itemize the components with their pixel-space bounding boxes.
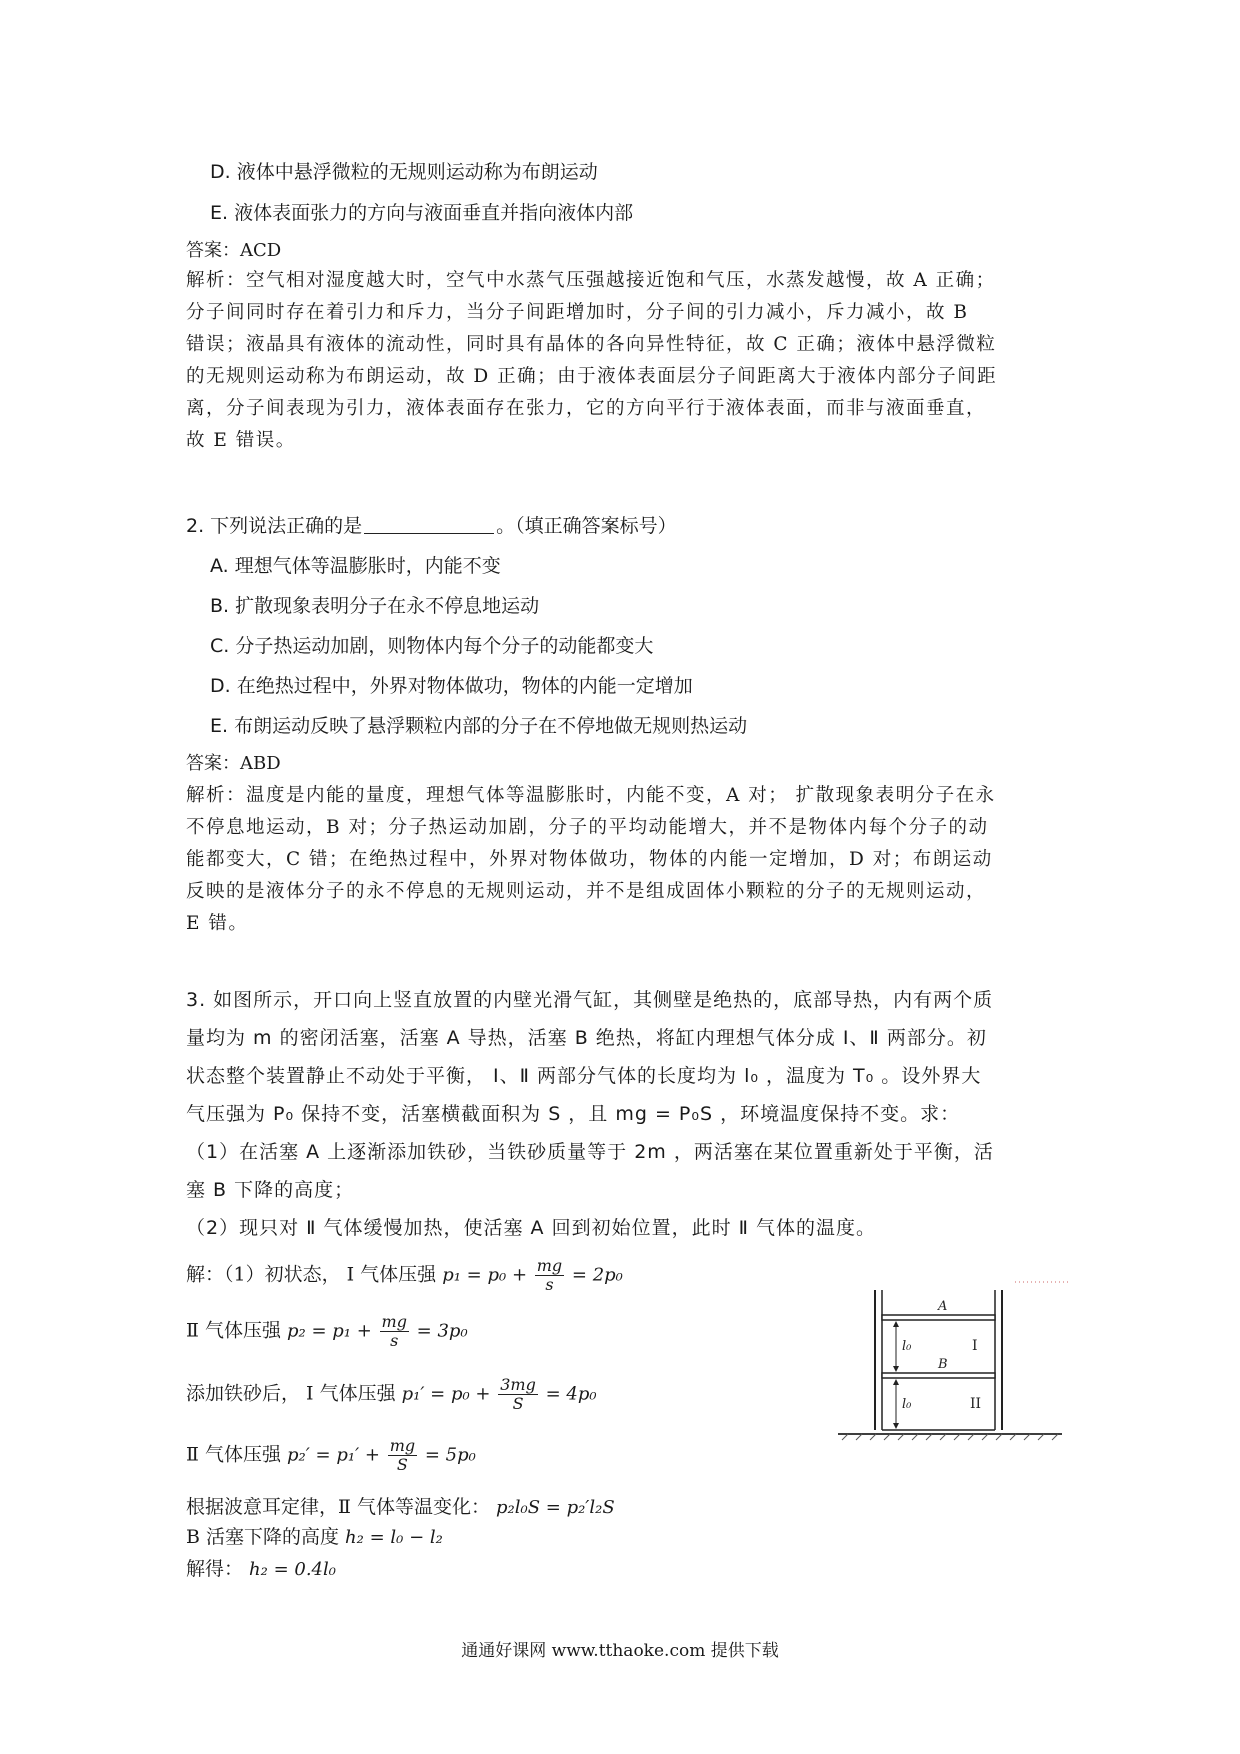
stem-line: 状态整个装置静止不动处于平衡， Ⅰ、Ⅱ 两部分气体的长度均为 l₀ ，温度为 T₀ 。设外界大	[186, 1065, 982, 1087]
formula: = 4p₀	[539, 1383, 597, 1405]
stem-line: 气压强为 P₀ 保持不变，活塞横截面积为 S ，且 mg = P₀S ，环境温度保持不变。求：	[186, 1103, 961, 1125]
sol-line-6	[186, 1525, 443, 1550]
q1-answer: 答案：ACD	[186, 240, 282, 261]
answer-blank	[364, 515, 494, 534]
denominator: s	[545, 1275, 554, 1294]
sol-text: B 活塞下降的高度	[186, 1526, 346, 1548]
formula: h₂ = l₀ − l₂	[345, 1527, 443, 1548]
denominator: S	[396, 1455, 408, 1474]
sol-text: 根据波意耳定律，Ⅱ 气体等温变化：	[186, 1496, 496, 1518]
gas-1-label: I	[972, 1338, 978, 1354]
sol-text: 添加铁砂后， Ⅰ 气体压强	[186, 1382, 402, 1405]
denominator: s	[390, 1331, 399, 1350]
sol-text: Ⅱ 气体压强	[186, 1443, 287, 1466]
formula: p₂l₀S = p₂′l₂S	[496, 1497, 615, 1518]
sol-text: Ⅱ 气体压强	[186, 1319, 287, 1342]
sol-line-2	[186, 1313, 468, 1350]
analysis-line: 解析：温度是内能的量度，理想气体等温膨胀时，内能不变，A 对； 扩散现象表明分子在永	[186, 785, 996, 806]
analysis-line: 分子间同时存在着引力和斥力，当分子间距增加时，分子间的引力减小，斥力减小，故 B	[186, 302, 969, 323]
piston-b	[882, 1373, 995, 1378]
sol-line-4	[186, 1437, 476, 1474]
piston-a-label: A	[938, 1299, 948, 1314]
sol-text: 解：（1）初状态， Ⅰ 气体压强	[186, 1263, 443, 1286]
sol-line-7	[186, 1557, 336, 1582]
analysis-line: E 错。	[186, 913, 249, 934]
sol-line-3	[186, 1376, 597, 1413]
formula: p₂ = p₁ +	[287, 1320, 378, 1342]
q1-option-d: D. 液体中悬浮微粒的无规则运动称为布朗运动	[210, 161, 598, 183]
formula: = 3p₀	[410, 1320, 468, 1342]
numerator: mg	[381, 1312, 407, 1331]
q1-analysis	[186, 265, 1056, 457]
fraction	[380, 1313, 409, 1350]
q2-option-d: D. 在绝热过程中，外界对物体做功，物体的内能一定增加	[210, 675, 693, 697]
sol-line-1	[186, 1257, 623, 1294]
q2-answer: 答案：ABD	[186, 753, 281, 774]
fraction	[498, 1376, 538, 1413]
analysis-line: 离，分子间表现为引力，液体表面存在张力，它的方向平行于液体表面，而非与液面垂直，	[186, 398, 987, 419]
piston-a	[882, 1315, 995, 1320]
fraction	[388, 1437, 417, 1474]
stem-line: 量均为 m 的密闭活塞，活塞 A 导热，活塞 B 绝热，将缸内理想气体分成 Ⅰ、Ⅱ 两部分。初	[186, 1027, 987, 1049]
length-arrow-upper	[893, 1321, 899, 1372]
sol-line-5	[186, 1495, 615, 1520]
analysis-line: 反映的是液体分子的永不停息的无规则运动，并不是组成固体小颗粒的分子的无规则运动，	[186, 881, 987, 902]
stem-line: （2）现只对 Ⅱ 气体缓慢加热，使活塞 A 回到初始位置，此时 Ⅱ 气体的温度。	[186, 1217, 877, 1239]
piston-b-label: B	[938, 1357, 948, 1372]
fraction	[535, 1257, 564, 1294]
formula: p₂′ = p₁′ +	[287, 1444, 386, 1466]
formula: = 2p₀	[566, 1264, 623, 1286]
analysis-line: 解析：空气相对湿度越大时，空气中水蒸气压强越接近饱和气压，水蒸发越慢，故 A 正确；	[186, 270, 996, 291]
analysis-line: 能都变大，C 错；在绝热过程中，外界对物体做功，物体的内能一定增加，D 对；布朗运动	[186, 849, 993, 870]
formula: = 5p₀	[419, 1444, 476, 1466]
analysis-line: 的无规则运动称为布朗运动，故 D 正确；由于液体表面层分子间距离大于液体内部分子间距	[186, 366, 998, 387]
q2-option-e: E. 布朗运动反映了悬浮颗粒内部的分子在不停地做无规则热运动	[210, 715, 748, 737]
formula: h₂ = 0.4l₀	[249, 1559, 336, 1580]
numerator: mg	[536, 1256, 563, 1275]
q2-stem-prefix: 2. 下列说法正确的是	[186, 515, 363, 537]
analysis-line: 不停息地运动，B 对；分子热运动加剧，分子的平均动能增大，并不是物体内每个分子的动	[186, 817, 989, 838]
formula: p₁ = p₀ +	[442, 1264, 533, 1286]
length-label-upper: l₀	[902, 1339, 912, 1354]
analysis-line: 故 E 错误。	[186, 430, 296, 451]
length-label-lower: l₀	[902, 1397, 912, 1412]
sol-text: 解得：	[186, 1558, 250, 1580]
numerator: 3mg	[500, 1375, 536, 1394]
q3-stem	[186, 981, 1056, 1247]
length-arrow-lower	[893, 1379, 899, 1429]
stem-line: 塞 B 下降的高度；	[186, 1179, 355, 1201]
stem-line: （1）在活塞 A 上逐渐添加铁砂，当铁砂质量等于 2m ，两活塞在某位置重新处于平衡，活	[186, 1141, 994, 1163]
q2-option-c: C. 分子热运动加剧，则物体内每个分子的动能都变大	[210, 635, 654, 657]
denominator: S	[512, 1394, 524, 1413]
ground-hatching	[842, 1434, 1058, 1440]
analysis-line: 错误；液晶具有液体的流动性，同时具有晶体的各向异性特征，故 C 正确；液体中悬浮微粒	[186, 334, 997, 355]
page-footer: 通通好课网 www.tthaoke.com 提供下载	[461, 1641, 779, 1661]
q2-analysis	[186, 780, 1056, 940]
q2-stem	[186, 514, 677, 538]
numerator: mg	[389, 1436, 416, 1455]
q2-option-a: A. 理想气体等温膨胀时，内能不变	[210, 555, 501, 577]
formula: p₁′ = p₀ +	[401, 1383, 497, 1405]
gas-2-label: II	[970, 1396, 982, 1412]
q1-option-e: E. 液体表面张力的方向与液面垂直并指向液体内部	[210, 202, 634, 224]
q2-option-b: B. 扩散现象表明分子在永不停息地运动	[210, 595, 540, 617]
cylinder-diagram	[830, 1270, 1080, 1450]
q2-stem-suffix: 。（填正确答案标号）	[496, 515, 677, 537]
stem-line: 3. 如图所示，开口向上竖直放置的内壁光滑气缸，其侧壁是绝热的，底部导热，内有两个质	[186, 989, 994, 1011]
